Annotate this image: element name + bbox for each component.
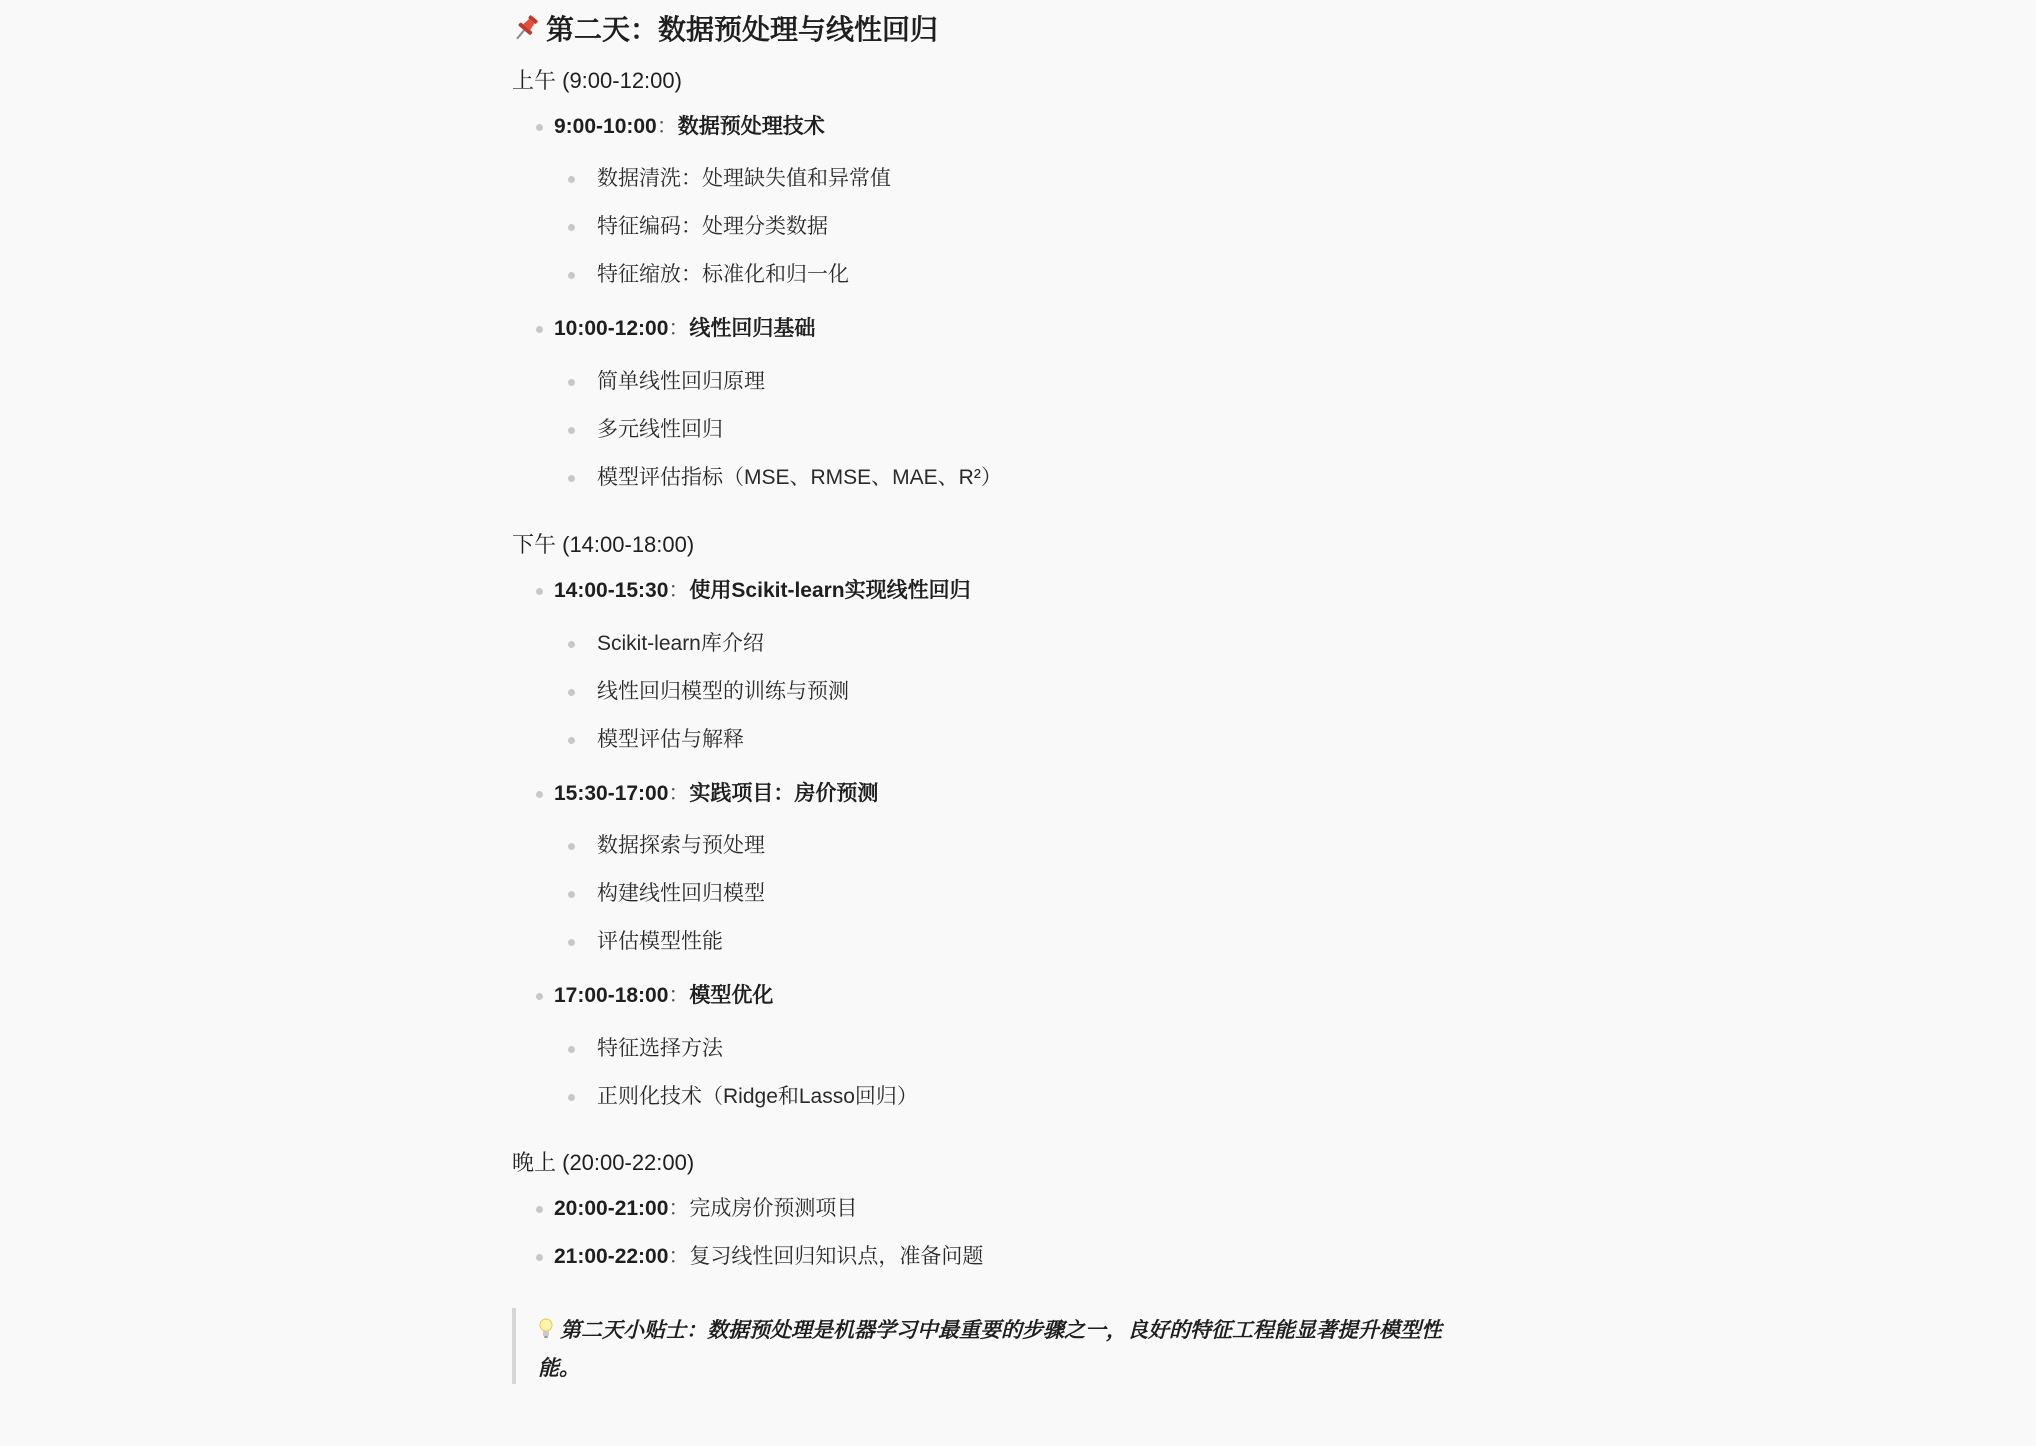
list-subitem: 数据探索与预处理: [597, 831, 765, 861]
item-topic: 使用Scikit-learn实现线性回归: [689, 579, 971, 602]
pushpin-icon: [512, 12, 540, 44]
list-item: 15:30-17:00：实践项目：房价预测: [554, 779, 878, 809]
list-item: 9:00-10:00：数据预处理技术: [554, 112, 825, 142]
list-subitem: 多元线性回归: [597, 415, 723, 445]
item-time: 15:30-17:00: [554, 782, 669, 805]
lightbulb-icon: [538, 1318, 554, 1340]
item-topic: 实践项目：房价预测: [689, 782, 879, 805]
list-subitem: Scikit-learn库介绍: [597, 629, 764, 659]
list-subitem: 特征缩放：标准化和归一化: [597, 260, 849, 290]
list-subitem: 构建线性回归模型: [597, 879, 765, 909]
item-topic: 数据预处理技术: [677, 115, 825, 138]
list-subitem: 正则化技术（Ridge和Lasso回归）: [597, 1082, 918, 1112]
section-heading-evening: 晚上 (20:00-22:00): [512, 1150, 695, 1175]
list-subitem: 简单线性回归原理: [597, 367, 765, 397]
list-subitem: 特征选择方法: [597, 1034, 723, 1064]
page-title: [512, 8, 938, 48]
list-item: 21:00-22:00：复习线性回归知识点，准备问题: [554, 1242, 983, 1272]
item-topic: 完成房价预测项目: [689, 1197, 858, 1220]
item-time: 20:00-21:00: [554, 1197, 669, 1220]
item-time: 10:00-12:00: [554, 317, 669, 340]
bullet: [536, 1254, 543, 1261]
bullet: [536, 124, 543, 131]
list-subitem: 模型评估与解释: [597, 725, 744, 755]
item-time: 17:00-18:00: [554, 984, 669, 1007]
bullet: [536, 791, 543, 798]
page-title-text: 第二天：数据预处理与线性回归: [546, 14, 939, 45]
section-heading-afternoon: 下午 (14:00-18:00): [512, 532, 695, 557]
item-time: 21:00-22:00: [554, 1245, 669, 1268]
list-subitem: 模型评估指标（MSE、RMSE、MAE、R²）: [597, 463, 1002, 493]
list-item: 10:00-12:00：线性回归基础: [554, 314, 815, 344]
item-time: 14:00-15:30: [554, 579, 669, 602]
item-topic: 模型优化: [689, 984, 774, 1007]
item-topic: 复习线性回归知识点，准备问题: [689, 1245, 984, 1268]
section-heading-morning: 上午 (9:00-12:00): [512, 68, 682, 93]
list-subitem: 特征编码：处理分类数据: [597, 212, 828, 242]
bullet: [536, 588, 543, 595]
list-item: 14:00-15:30：使用Scikit-learn实现线性回归: [554, 576, 971, 606]
bullet: [536, 993, 543, 1000]
list-subitem: 线性回归模型的训练与预测: [597, 677, 849, 707]
list-subitem: 数据清洗：处理缺失值和异常值: [597, 164, 891, 194]
list-subitem: 评估模型性能: [597, 927, 723, 957]
bullet: [536, 1206, 543, 1213]
list-item: 20:00-21:00：完成房价预测项目: [554, 1194, 857, 1224]
tip-text: 第二天小贴士：数据预处理是机器学习中最重要的步骤之一，良好的特征工程能显著提升模型性能。: [538, 1319, 1442, 1380]
item-time: 9:00-10:00: [554, 115, 657, 138]
item-topic: 线性回归基础: [689, 317, 816, 340]
bullet: [536, 326, 543, 333]
tip-blockquote: [512, 1308, 1472, 1384]
list-item: 17:00-18:00：模型优化: [554, 981, 773, 1011]
